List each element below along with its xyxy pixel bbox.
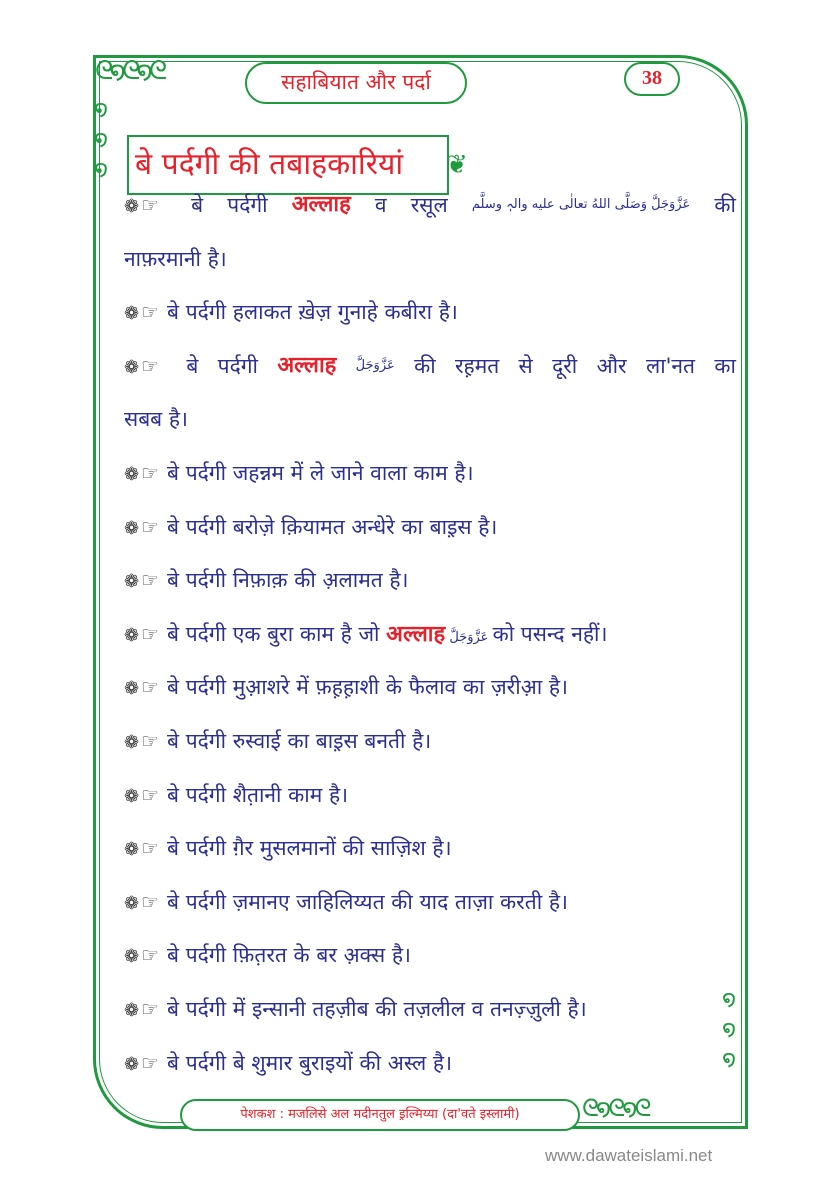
item-text: से (518, 353, 533, 378)
item-text: पर्दगी (217, 353, 258, 378)
item-text: सबब है। (124, 407, 188, 432)
bullet-icons (124, 890, 167, 914)
corner-ornament-icon: ᘓ໑ᘓ໑ᘓ (95, 56, 164, 86)
item-text: रह़मत (454, 353, 500, 378)
list-item (124, 293, 736, 347)
corner-ornament-icon: ໑ ໑ ໑ (94, 97, 109, 182)
bullet-icons (124, 347, 167, 401)
item-text: बे (191, 193, 204, 217)
list-item (124, 883, 736, 937)
flower-icon: ❁ (124, 892, 140, 914)
list-item (124, 722, 736, 776)
pointing-hand-icon: ☞ (141, 675, 160, 700)
item-text: रसूल (410, 193, 448, 217)
flower-icon: ❁ (124, 517, 140, 539)
allah-word: अल्लाह (291, 192, 351, 217)
item-text: और (596, 353, 627, 378)
flower-icon: ❁ (124, 731, 140, 753)
flower-icon: ❁ (124, 196, 140, 217)
bullet-icons (124, 300, 167, 324)
list-item (124, 186, 736, 240)
pointing-hand-icon: ☞ (141, 514, 160, 539)
bullet-icons (124, 515, 167, 539)
bullet-icons (124, 836, 167, 860)
pointing-hand-icon: ☞ (141, 782, 160, 807)
list-item (124, 668, 736, 722)
pointing-hand-icon: ☞ (141, 300, 160, 325)
item-text: की (414, 353, 436, 378)
list-item (124, 936, 736, 990)
item-text: बे पर्दगी एक बुरा काम है जो (167, 621, 387, 646)
flower-icon: ❁ (124, 356, 140, 378)
bullet-icons (124, 943, 167, 967)
item-text: व (374, 193, 387, 217)
allah-word: अल्लाह (386, 621, 446, 647)
list-item (124, 829, 736, 883)
pointing-hand-icon: ☞ (141, 1050, 160, 1075)
item-text: बे पर्दगी जहन्नम में ले जाने वाला काम है। (167, 460, 474, 485)
arabic-honorific: عَزَّوَجَلَّ وَصَلَّى اللهُ تعالٰی علیه والہٖ وسلَّم (471, 197, 691, 212)
publisher-credit: पेशकश : मजलिसे अल मदीनतुल इ़ल्मिय्या (दा'वते इस्लामी) (180, 1099, 580, 1131)
arabic-honorific: عَزَّوَجَلَّ (355, 357, 395, 373)
bullet-icons (124, 997, 167, 1021)
item-text: बे पर्दगी हलाकत ख़ेज़ गुनाहे कबीरा है। (167, 300, 458, 325)
bullet-icons (124, 675, 167, 699)
flower-icon: ❁ (124, 785, 140, 807)
pointing-hand-icon: ☞ (141, 889, 160, 914)
item-text: बे पर्दगी बरोज़े क़ियामत अन्धेरे का बाइ़स है। (167, 514, 498, 539)
flower-icon: ❁ (124, 999, 140, 1021)
pointing-hand-icon: ☞ (141, 621, 160, 646)
flower-icon: ❁ (124, 678, 140, 700)
item-text: बे पर्दगी शैत़ानी काम है। (167, 782, 349, 807)
flower-icon: ❁ (124, 624, 140, 646)
item-text: का (714, 353, 736, 378)
bullet-icons (124, 186, 167, 240)
item-text: बे पर्दगी में इन्सानी तहज़ीब की तज़लील व तनज़्ज़ुली है। (167, 996, 587, 1021)
flower-icon: ❁ (124, 839, 140, 861)
bullet-icons (124, 783, 167, 807)
corner-ornament-icon: ໑ ໑ ໑ (722, 987, 737, 1072)
list-item (124, 615, 736, 669)
list-item-continuation (124, 400, 736, 454)
bullet-icons (124, 1051, 167, 1075)
website-link[interactable]: www.dawateislami.net (545, 1146, 713, 1165)
item-text: पर्दगी (227, 193, 268, 217)
flower-icon: ❁ (124, 946, 140, 968)
item-text: बे पर्दगी ग़ैर मुसलमानों की साज़िश है। (167, 836, 452, 861)
pointing-hand-icon: ☞ (141, 943, 160, 968)
heading-ornament-icon: ❦ (446, 150, 468, 180)
list-item (124, 508, 736, 562)
item-text: बे पर्दगी फ़ित़रत के बर अ़क्स है। (167, 943, 411, 968)
item-text: बे पर्दगी निफ़ाक़ की अ़लामत है। (167, 568, 409, 593)
flower-icon: ❁ (124, 1053, 140, 1075)
item-text: नाफ़रमानी है। (124, 246, 227, 271)
item-text: बे पर्दगी रुस्वाई का बाइ़स बनती है। (167, 728, 432, 753)
pointing-hand-icon: ☞ (141, 193, 160, 217)
bullet-icons (124, 568, 167, 592)
book-title: सहाबियात और पर्दा (245, 62, 467, 104)
section-heading: बे पर्दगी की तबाहकारियां (127, 135, 449, 195)
item-text: बे पर्दगी ज़मानए जाहिलिय्यत की याद ताज़ा करती है। (167, 889, 568, 914)
bullet-icons (124, 461, 167, 485)
list-item (124, 561, 736, 615)
list-item-continuation (124, 240, 736, 294)
pointing-hand-icon: ☞ (141, 353, 160, 378)
bullet-icons (124, 729, 167, 753)
item-text: को पसन्द नहीं। (492, 621, 608, 646)
allah-word: अल्लाह (277, 352, 337, 378)
corner-ornament-icon: ᘓ໑ᘓ໑ᘓ (582, 1094, 649, 1122)
arabic-honorific: عَزَّوَجَلَّ (445, 629, 493, 645)
pointing-hand-icon: ☞ (141, 460, 160, 485)
item-text: बे पर्दगी बे शुमार बुराइयों की अस्ल है। (167, 1050, 453, 1075)
list-item (124, 1044, 736, 1098)
list-item (124, 990, 736, 1044)
flower-icon: ❁ (124, 571, 140, 593)
item-text: की (714, 193, 736, 217)
pointing-hand-icon: ☞ (141, 996, 160, 1021)
list-item (124, 454, 736, 508)
item-text: बे पर्दगी मुआ़शरे में फ़ह़ह़ाशी के फैलाव का ज़रीआ़ है। (167, 675, 568, 700)
bullet-icons (124, 622, 167, 646)
list-item (124, 776, 736, 830)
pointing-hand-icon: ☞ (141, 728, 160, 753)
pointing-hand-icon: ☞ (141, 836, 160, 861)
pointing-hand-icon: ☞ (141, 568, 160, 593)
list-item (124, 347, 736, 401)
flower-icon: ❁ (124, 303, 140, 325)
page-number: 38 (624, 62, 680, 96)
flower-icon: ❁ (124, 463, 140, 485)
bullet-list (124, 186, 736, 1097)
item-text: बे (186, 353, 199, 378)
item-text: दूरी (552, 353, 578, 378)
item-text: ला'नत (645, 353, 696, 378)
